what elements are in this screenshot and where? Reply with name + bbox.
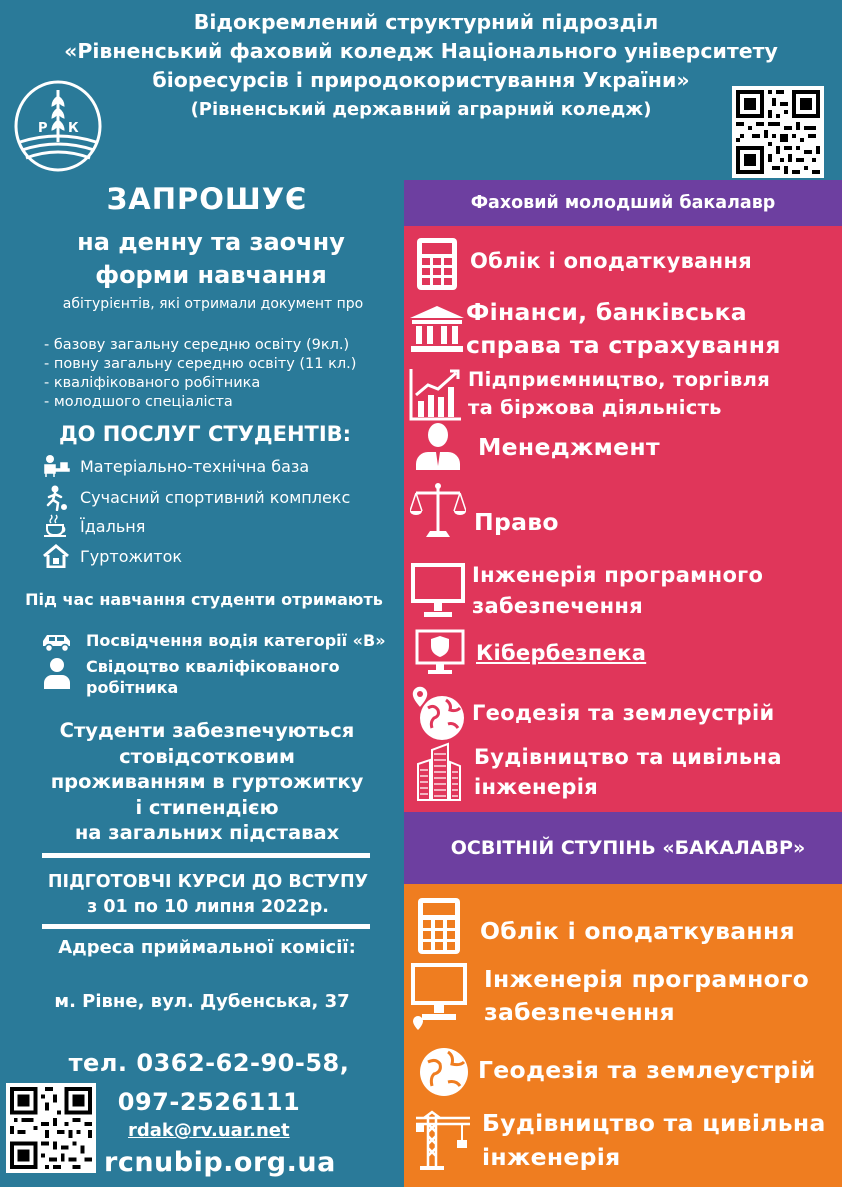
program-label: інженерія xyxy=(474,775,599,799)
students-line: Студенти забезпечуються xyxy=(59,719,355,742)
perk-label-group xyxy=(86,656,340,698)
program-label: справа та страхування xyxy=(466,331,781,359)
program-label: інженерія xyxy=(482,1143,621,1171)
program-item xyxy=(410,560,763,622)
football-player-icon xyxy=(42,485,70,509)
divider xyxy=(42,853,370,858)
junior-bachelor-title: Фаховий молодший бакалавр xyxy=(404,180,842,226)
program-label-group xyxy=(484,963,809,1029)
program-item xyxy=(414,1042,816,1098)
calculator-icon xyxy=(412,236,462,286)
program-label: Геодезія та землеустрій xyxy=(478,1055,816,1084)
college-logo xyxy=(14,80,102,172)
program-label-group xyxy=(474,742,782,802)
house-icon xyxy=(42,544,70,568)
program-label-group xyxy=(468,366,770,422)
program-label: забезпечення xyxy=(472,594,643,618)
program-label: Інженерія програмного xyxy=(472,563,764,587)
prep-courses-title: ПІДГОТОВЧІ КУРСИ ДО ВСТУПУ xyxy=(47,872,369,892)
skyscraper-icon xyxy=(414,742,462,802)
header-line-2: «Рівненський фаховий коледж Національного університету xyxy=(64,39,778,63)
growth-chart-icon xyxy=(408,367,464,421)
program-item xyxy=(414,628,646,678)
students-line: проживанням в гуртожитку xyxy=(50,770,364,793)
prep-courses-dates: з 01 по 10 липня 2022р. xyxy=(87,897,329,917)
person-icon xyxy=(40,656,74,686)
prep-courses xyxy=(0,870,400,920)
phone-2[interactable]: 097-2526111 xyxy=(117,1088,301,1116)
during-study-title: Під час навчання студенти отримають xyxy=(25,590,383,609)
study-forms-line-1: на денну та заочну xyxy=(77,228,345,256)
students-benefits xyxy=(0,718,400,846)
perk-item xyxy=(40,656,340,698)
program-label: Геодезія та землеустрій xyxy=(472,700,775,725)
students-line: і стипендією xyxy=(135,795,279,819)
program-label-group xyxy=(466,296,781,362)
globe-pin-icon xyxy=(410,684,466,742)
service-item xyxy=(42,544,182,568)
program-item xyxy=(410,480,559,539)
students-line: на загальних підставах xyxy=(74,821,340,844)
program-label: та біржова діяльність xyxy=(468,396,722,419)
header-line-4: (Рівненський державний аграрний коледж) xyxy=(190,99,652,120)
program-label: Право xyxy=(474,508,559,536)
study-forms xyxy=(0,226,400,292)
study-forms-line-2: форми навчання xyxy=(95,261,327,289)
coffee-cup-icon xyxy=(42,514,70,538)
manager-icon xyxy=(414,422,462,472)
applicants-text: абітурієнтів, які отримали документ про xyxy=(62,296,364,312)
monitor-icon xyxy=(410,562,466,620)
calculator-icon xyxy=(414,896,464,956)
divider xyxy=(42,924,370,929)
header-line-3: біоресурсів і природокористування України» xyxy=(152,68,690,92)
services-title: ДО ПОСЛУГ СТУДЕНТІВ: xyxy=(58,422,352,446)
program-item xyxy=(414,1106,826,1174)
education-item: - кваліфікованого робітника xyxy=(44,375,261,391)
invite-title: ЗАПРОШУЄ xyxy=(106,182,308,216)
service-label: Сучасний спортивний комплекс xyxy=(80,487,351,507)
education-list xyxy=(44,336,356,412)
address-title: Адреса приймальної комісії: xyxy=(58,937,356,958)
program-label: Менеджмент xyxy=(478,432,660,461)
program-label: Фінанси, банківська xyxy=(466,298,747,326)
program-item xyxy=(414,896,795,956)
program-label: Підприємництво, торгівля xyxy=(468,368,771,391)
perk-label: Свідоцтво кваліфікованого xyxy=(86,657,340,676)
program-label-group xyxy=(472,560,763,622)
junior-bachelor-panel xyxy=(404,226,842,812)
program-label-group xyxy=(482,1106,826,1174)
program-label: Інженерія програмного xyxy=(484,965,810,993)
program-item xyxy=(408,296,781,362)
header xyxy=(0,8,842,124)
address-value: м. Рівне, вул. Дубенська, 37 xyxy=(54,991,350,1012)
program-item xyxy=(414,422,660,472)
service-label: Матеріально-технічна база xyxy=(80,456,310,476)
program-label: забезпечення xyxy=(484,998,675,1026)
header-line-1: Відокремлений структурний підрозділ xyxy=(193,10,659,34)
bachelor-panel xyxy=(404,884,842,1187)
logo-letter-r: Р xyxy=(38,121,48,136)
program-item xyxy=(414,742,782,802)
program-item xyxy=(410,684,775,742)
program-label[interactable]: Кібербезпека xyxy=(476,640,647,665)
program-label: Будівництво та цивільна xyxy=(482,1109,826,1137)
scales-icon xyxy=(410,481,466,539)
service-item xyxy=(42,485,350,509)
education-item: - базову загальну середню освіту (9кл.) xyxy=(44,337,350,353)
qr-code-bottom[interactable] xyxy=(6,1083,96,1173)
perk-label: робітника xyxy=(86,678,179,697)
program-item xyxy=(408,366,770,422)
program-label: Будівництво та цивільна xyxy=(474,745,782,769)
perk-label: Посвідчення водія категорії «В» xyxy=(86,631,386,650)
bachelor-title: ОСВІТНІЙ СТУПІНЬ «БАКАЛАВР» xyxy=(404,812,842,884)
service-label: Їдальня xyxy=(80,516,146,536)
qr-code-top[interactable] xyxy=(732,86,824,178)
education-item: - повну загальну середню освіту (11 кл.) xyxy=(44,356,357,372)
monitor-icon xyxy=(410,960,470,1032)
logo-letter-k: К xyxy=(68,121,79,136)
shield-monitor-icon xyxy=(414,628,466,678)
crane-icon xyxy=(414,1110,472,1170)
service-item xyxy=(42,514,145,538)
student-desk-icon xyxy=(42,454,70,478)
program-label: Облік і оподаткування xyxy=(470,248,753,273)
email-link[interactable]: rdak@rv.uar.net xyxy=(128,1120,290,1141)
service-item xyxy=(42,454,309,478)
education-item: - молодшого спеціаліста xyxy=(44,394,233,410)
phone-1[interactable]: тел. 0362-62-90-58, xyxy=(68,1049,350,1077)
globe-pin-icon xyxy=(414,1042,470,1098)
program-item xyxy=(410,960,809,1032)
website-link[interactable]: rcnubip.org.ua xyxy=(104,1147,336,1178)
service-label: Гуртожиток xyxy=(80,546,183,566)
program-item xyxy=(412,236,752,286)
bank-building-icon xyxy=(408,304,466,354)
program-label: Облік і оподаткування xyxy=(480,916,795,945)
students-line: стовідсотковим xyxy=(119,744,295,768)
